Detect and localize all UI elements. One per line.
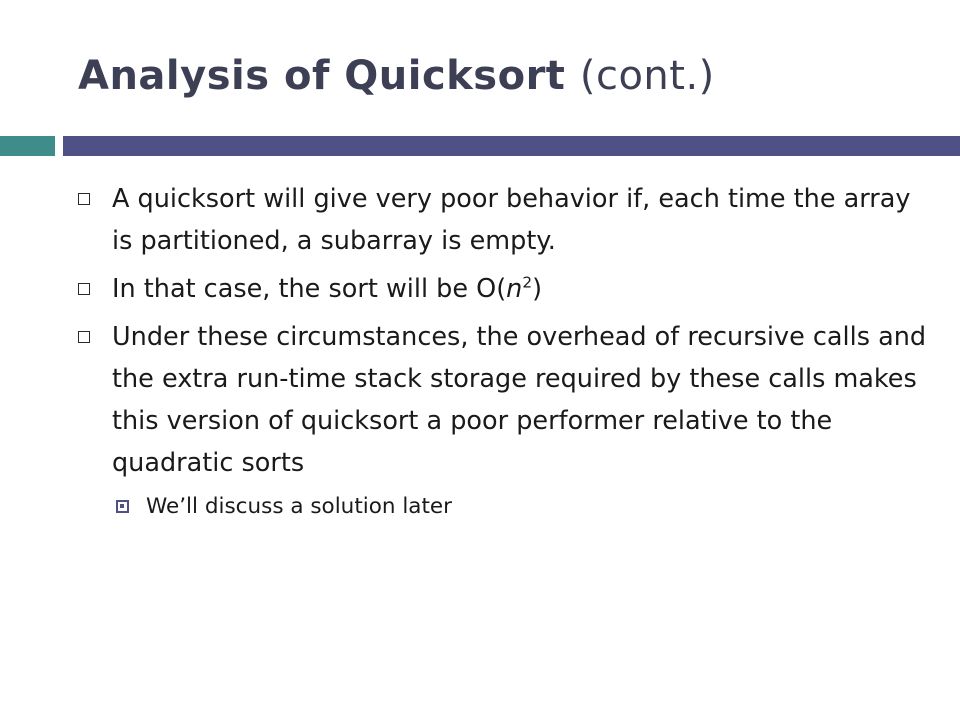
bullet-math-var: n [506, 274, 523, 304]
bullet-text: A quicksort will give very poor behavior if, each time the array is partitioned, a subarray is empty. [112, 184, 911, 256]
square-bullet-icon [78, 331, 90, 343]
sub-bullet-item [74, 490, 934, 524]
bullet-text: Under these circumstances, the overhead of recursive calls and the extra run-time stack storage required by these calls makes this version of quicksort a poor performer relative to the quadratic sorts [112, 322, 927, 478]
slide-body [74, 178, 934, 524]
slide-title [78, 44, 715, 108]
bullet-text-prefix: In that case, the sort will be O( [112, 274, 507, 304]
square-bullet-icon [78, 193, 90, 205]
square-bullet-icon [78, 283, 90, 295]
bullet-item [74, 316, 934, 484]
bullet-text-suffix: ) [532, 274, 543, 304]
filled-square-bullet-icon [116, 500, 129, 513]
sub-bullet-text: We’ll discuss a solution later [146, 494, 452, 519]
title-accent-bar-teal [0, 136, 55, 156]
slide-title-main: Analysis of Quicksort [78, 53, 566, 99]
bullet-item [74, 268, 934, 310]
bullet-item [74, 178, 934, 262]
bullet-math-exponent: 2 [522, 273, 533, 292]
title-accent-bar-purple [63, 136, 960, 156]
slide-title-suffix: (cont.) [579, 53, 715, 99]
